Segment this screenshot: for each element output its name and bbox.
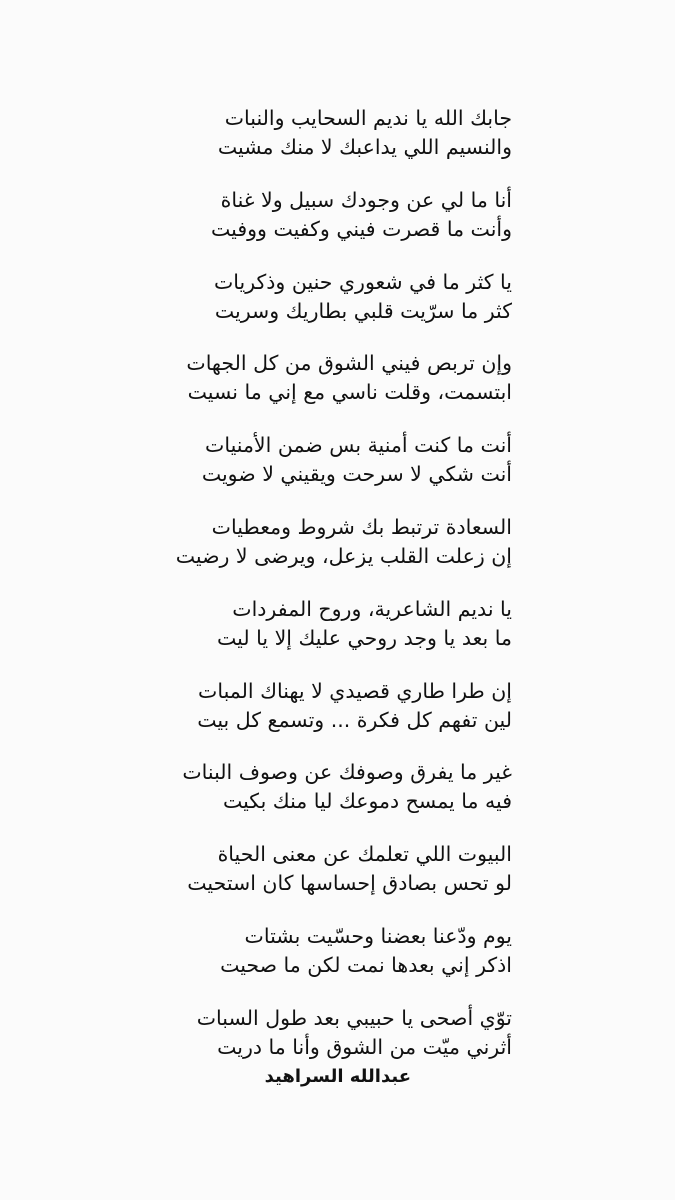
stanza-6	[0, 513, 675, 595]
stanza-2	[0, 186, 675, 268]
stanza-10	[0, 840, 675, 922]
verse-line: إن طرا طاري قصيدي لا يهناك المبات	[198, 678, 512, 703]
verse-line: فيه ما يمسح دموعك ليا منك بكيت	[222, 789, 512, 814]
stanza-4	[0, 349, 675, 431]
verse-line: توّي أصحى يا حبيبي بعد طول السبات	[196, 1005, 512, 1030]
poet-signature: عبدالله السراهيد	[264, 1066, 411, 1087]
verse-line: أنت ما كنت أمنية بس ضمن الأمنيات	[205, 433, 512, 458]
verse-line: وإن تربص فيني الشوق من كل الجهات	[186, 351, 512, 376]
verse-line: وأنت ما قصرت فيني وكفيت ووفيت	[211, 216, 512, 241]
verse-line: يوم ودّعنا بعضنا وحسّيت بشتات	[244, 923, 512, 948]
verse-line: ابتسمت، وقلت ناسي مع إني ما نسيت	[187, 380, 512, 405]
verse-line: البيوت اللي تعلمك عن معنى الحياة	[217, 842, 512, 867]
stanza-8	[0, 677, 675, 759]
verse-line: أنت شكي لا سرحت ويقيني لا ضويت	[201, 462, 512, 487]
verse-line: أنا ما لي عن وجودك سبيل ولا غناة	[220, 187, 512, 212]
stanza-11	[0, 922, 675, 1004]
stanza-5	[0, 431, 675, 513]
verse-line: السعادة ترتبط بك شروط ومعطيات	[211, 514, 512, 539]
verse-line: إن زعلت القلب يزعل، ويرضى لا رضيت	[175, 543, 512, 568]
poem-body	[0, 104, 675, 1086]
stanza-3	[0, 268, 675, 350]
verse-line: لو تحس بصادق إحساسها كان استحيت	[187, 871, 512, 896]
verse-line: غير ما يفرق وصوفك عن وصوف البنات	[182, 760, 512, 785]
verse-line: أثرني ميّت من الشوق وأنا ما دريت	[217, 1034, 512, 1059]
verse-line: لين تفهم كل فكرة ... وتسمع كل بيت	[197, 707, 512, 732]
verse-line: والنسيم اللي يداعبك لا منك مشيت	[217, 135, 512, 159]
stanza-7	[0, 595, 675, 677]
stanza-9	[0, 758, 675, 840]
stanza-1	[0, 104, 675, 186]
verse-line: كثر ما سرّيت قلبي بطاريك وسريت	[214, 298, 512, 323]
verse-line: يا نديم الشاعرية، وروح المفردات	[232, 596, 512, 621]
verse-line: جابك الله يا نديم السحايب والنبات	[224, 106, 512, 130]
verse-line: ما بعد يا وجد روحي عليك إلا يا ليت	[217, 625, 512, 650]
verse-line: يا كثر ما في شعوري حنين وذكريات	[213, 269, 512, 294]
verse-line: اذكر إني بعدها نمت لكن ما صحيت	[220, 952, 512, 977]
